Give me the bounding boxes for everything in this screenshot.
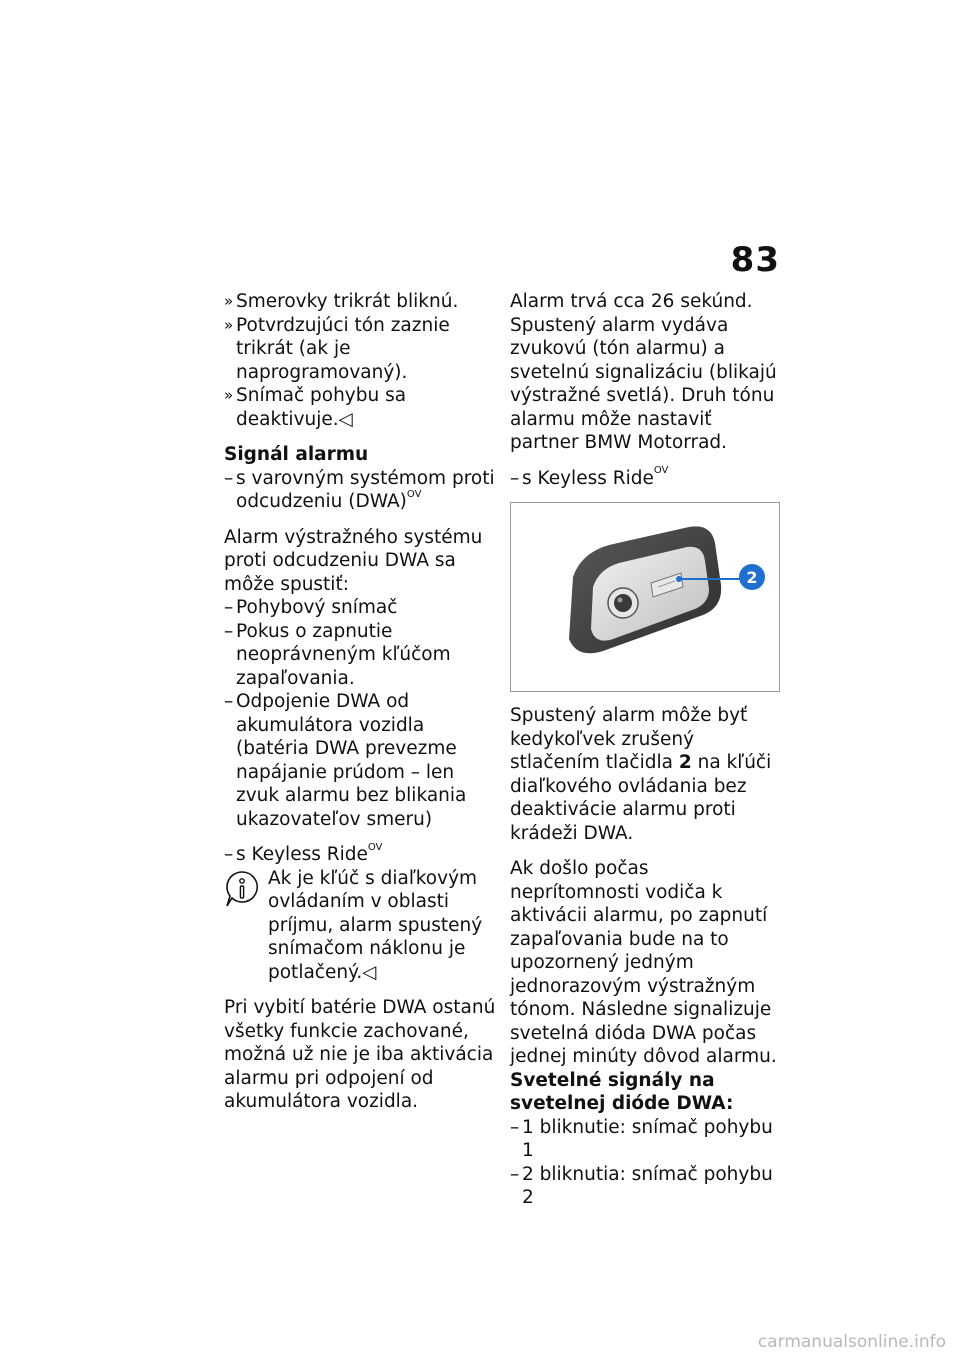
figure-callout: 2: [746, 568, 758, 587]
trigger-item: – Odpojenie DWA od akumulátora vozidla (batéria DWA prevezme napájanie prúdom – len zvuk alarmu bez blikania ukazovateľov smeru): [224, 690, 496, 831]
watermark: carmanualsonline.info: [757, 1332, 946, 1352]
cancel-button-ref: 2: [678, 752, 692, 773]
left-column: [224, 290, 496, 1114]
section-heading: Signál alarmu: [224, 444, 369, 465]
note-block: [224, 867, 496, 985]
variant-label: [510, 467, 782, 491]
trigger-intro: Alarm výstražného systému proti odcudzeniu DWA sa môže spustiť:: [224, 526, 483, 595]
variant-sup: OV: [653, 465, 669, 477]
note-text: Ak je kľúč s diaľkovým ovládaním v oblasti príjmu, alarm spustený snímačom náklonu je potlačený.◁: [268, 867, 483, 983]
variant-text: s varovným systémom proti odcudzeniu (DWA): [236, 467, 495, 512]
result-item: » Smerovky trikrát bliknú.: [224, 290, 496, 314]
led-heading: Svetelné signály na svetelnej dióde DWA:: [510, 1069, 734, 1114]
info-icon: [224, 869, 260, 909]
led-item: – 1 bliknutie: snímač pohybu 1: [510, 1116, 782, 1163]
result-item: » Snímač pohybu sa deaktivuje.◁: [224, 384, 496, 431]
battery-text: Pri vybití batérie DWA ostanú všetky funkcie zachované, možná už nie je iba aktivácia alarmu pri odpojení od akumulátora vozidla.: [224, 997, 496, 1112]
right-column: [510, 290, 782, 1210]
trigger-item: – Pohybový snímač: [224, 596, 496, 620]
variant-sup: OV: [367, 841, 383, 853]
variant-label: [224, 467, 496, 514]
key-figure: [510, 502, 780, 692]
alarm-description: Alarm trvá cca 26 sekúnd. Spustený alarm vydáva zvukovú (tón alarmu) a svetelnú signalizáciu (blikajú výstražné svetlá). Druh tónu alarmu môže nastaviť partner BMW Motorrad.: [510, 291, 777, 453]
result-item: » Potvrdzujúci tón zaznie trikrát (ak je naprogramovaný).: [224, 314, 496, 385]
cancel-text-pre: Spustený alarm môže byť kedykoľvek zrušený stlačením tlačidla: [510, 705, 748, 773]
trigger-item: – Pokus o zapnutie neoprávneným kľúčom zapaľovania.: [224, 620, 496, 691]
variant-sup: OV: [406, 488, 422, 500]
variant-text: s Keyless Ride: [522, 467, 654, 489]
absence-text: Ak došlo počas neprítomnosti vodiča k aktivácii alarmu, po zapnutí zapaľovania bude na to upozornený jedným jednorazovým výstražným tónom. Následne signalizuje svetelná dióda DWA počas jednej minúty dôvod alarmu.: [510, 858, 777, 1067]
variant-label: [224, 843, 496, 867]
cancel-text: [510, 704, 782, 845]
variant-text: s Keyless Ride: [236, 844, 368, 865]
page-number: 83: [730, 240, 780, 280]
remote-key-image: [511, 503, 779, 691]
cancel-text-post: na kľúči diaľkového ovládania bez deaktivácie alarmu proti krádeži DWA.: [510, 752, 772, 844]
led-item: – 2 bliknutia: snímač pohybu 2: [510, 1163, 782, 1210]
